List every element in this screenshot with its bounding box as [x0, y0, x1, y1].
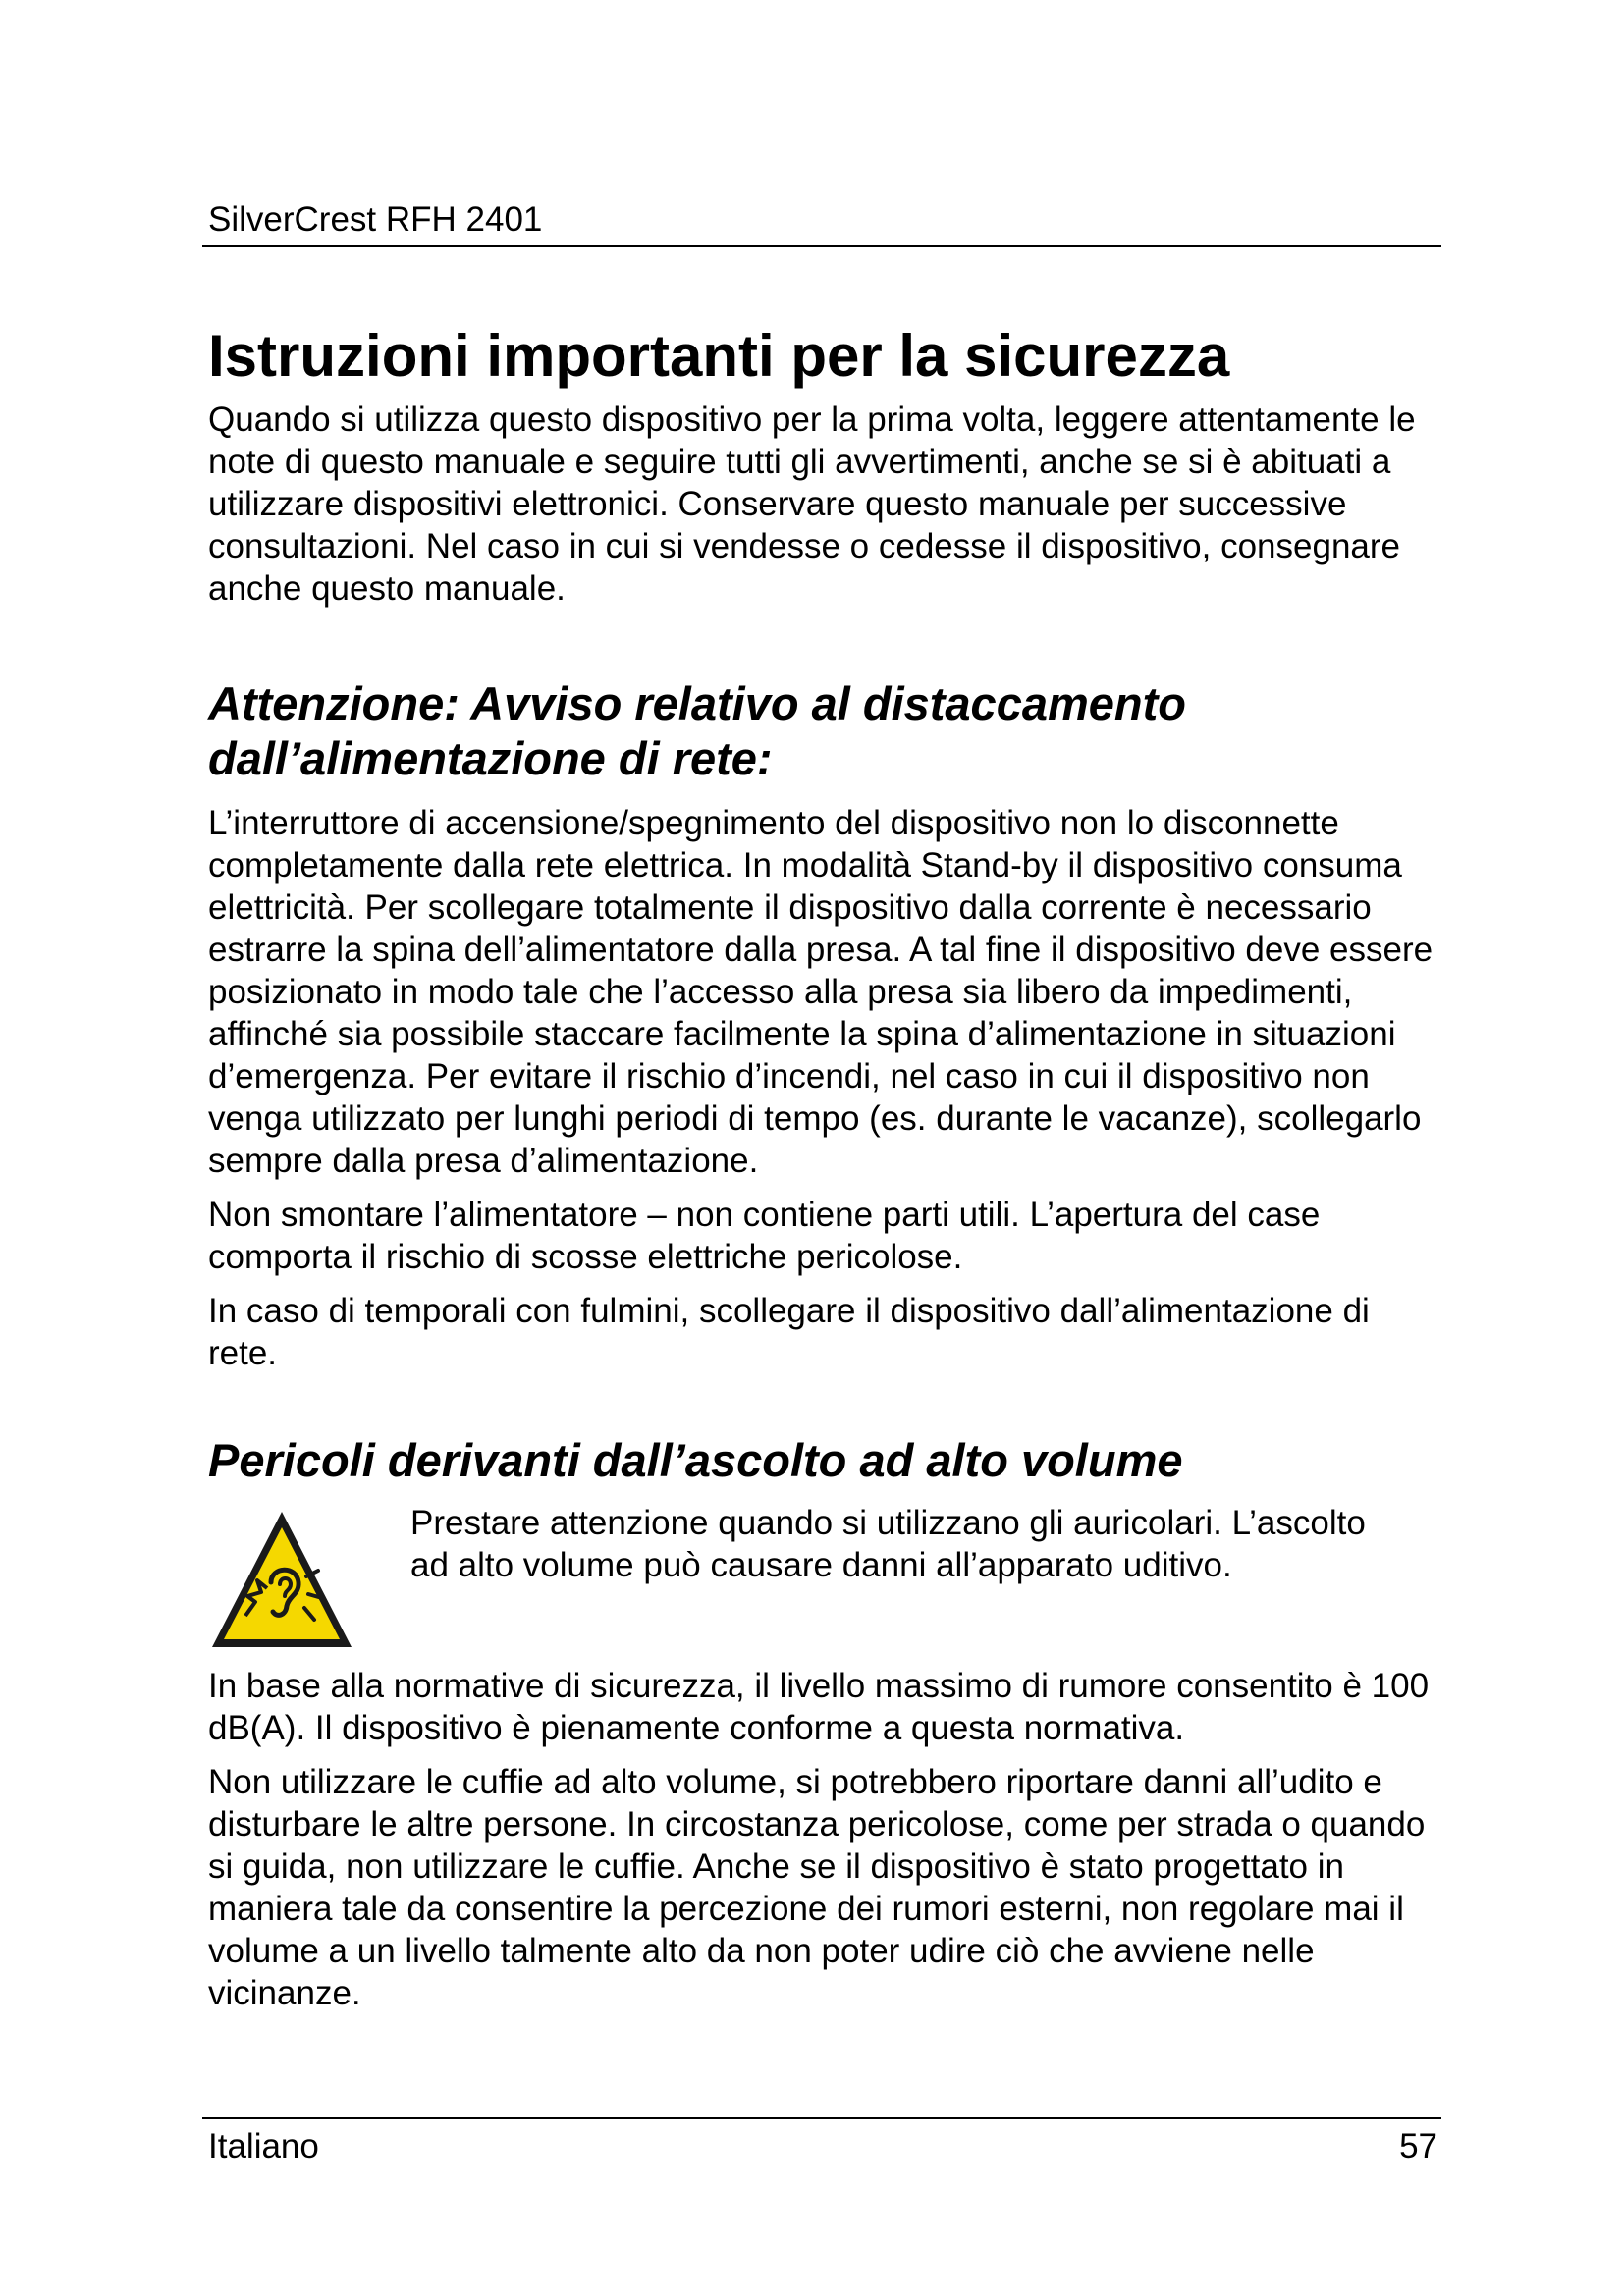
- running-header: SilverCrest RFH 2401: [208, 200, 543, 239]
- footer-rule: [202, 2117, 1441, 2119]
- section-heading-power: [208, 676, 1441, 786]
- power-paragraph-3: In caso di temporali con fulmini, scollegare il dispositivo dall’alimentazione di rete.: [208, 1292, 1370, 1372]
- intro-paragraph: Quando si utilizza questo dispositivo per la prima volta, leggere attentamente le note di questo manuale e seguire tutti gli avvertimenti, anche se si è abituati a utilizzare dispositivi elettronici. Conservare questo manuale per successive consultazioni. Nel caso in cui si vendesse o cedesse il dispositivo, consegnare anche questo manuale.: [208, 400, 1416, 608]
- footer-language: Italiano: [208, 2127, 319, 2165]
- hearing-warning: [208, 1502, 1441, 1653]
- header-rule: [202, 245, 1441, 247]
- section-heading-power-line2: dall’alimentazione di rete:: [208, 732, 773, 784]
- page-content: [208, 320, 1441, 2014]
- manual-page: [202, 0, 1441, 2296]
- hearing-damage-warning-icon: [208, 1506, 355, 1653]
- power-paragraph-1: L’interruttore di accensione/spegnimento del dispositivo non lo disconnette completamente dalla rete elettrica. In modalità Stand-by il dispositivo consuma elettricità. Per scollegare totalmente il dispositivo dalla corrente è necessario estrarre la spina dell’alimentatore dalla presa. A tal fine il dispositivo deve essere posizionato in modo tale che l’accesso alla presa sia libero da impedimenti, affinché sia possibile staccare facilmente la spina d’alimentazione in situazioni d’emergenza. Per evitare il rischio d’incendi, nel caso in cui il dispositivo non venga utilizzato per lunghi periodi di tempo (es. durante le vacanze), scollegarlo sempre dalla presa d’alimentazione.: [208, 804, 1434, 1180]
- page-title: Istruzioni importanti per la sicurezza: [208, 323, 1230, 389]
- volume-paragraph-1: In base alla normative di sicurezza, il livello massimo di rumore consentito è 100 dB(A). Il dispositivo è pienamente conforme a questa normativa.: [208, 1667, 1430, 1747]
- section-heading-volume: Pericoli derivanti dall’ascolto ad alto volume: [208, 1434, 1183, 1486]
- page-number: 57: [1399, 2127, 1437, 2165]
- hearing-warning-text: Prestare attenzione quando si utilizzano gli auricolari. L’ascolto ad alto volume può causare danni all’apparato uditivo.: [410, 1504, 1366, 1584]
- section-heading-power-line1: Attenzione: Avviso relativo al distaccamento: [208, 677, 1186, 729]
- power-paragraph-2: Non smontare l’alimentatore – non contiene parti utili. L’apertura del case comporta il rischio di scosse elettriche pericolose.: [208, 1196, 1321, 1276]
- volume-paragraph-2: Non utilizzare le cuffie ad alto volume, si potrebbero riportare danni all’udito e disturbare le altre persone. In circostanza pericolose, come per strada o quando si guida, non utilizzare le cuffie. Anche se il dispositivo è stato progettato in maniera tale da consentire la percezione dei rumori esterni, non regolare mai il volume a un livello talmente alto da non poter udire ciò che avviene nelle vicinanze.: [208, 1763, 1426, 2012]
